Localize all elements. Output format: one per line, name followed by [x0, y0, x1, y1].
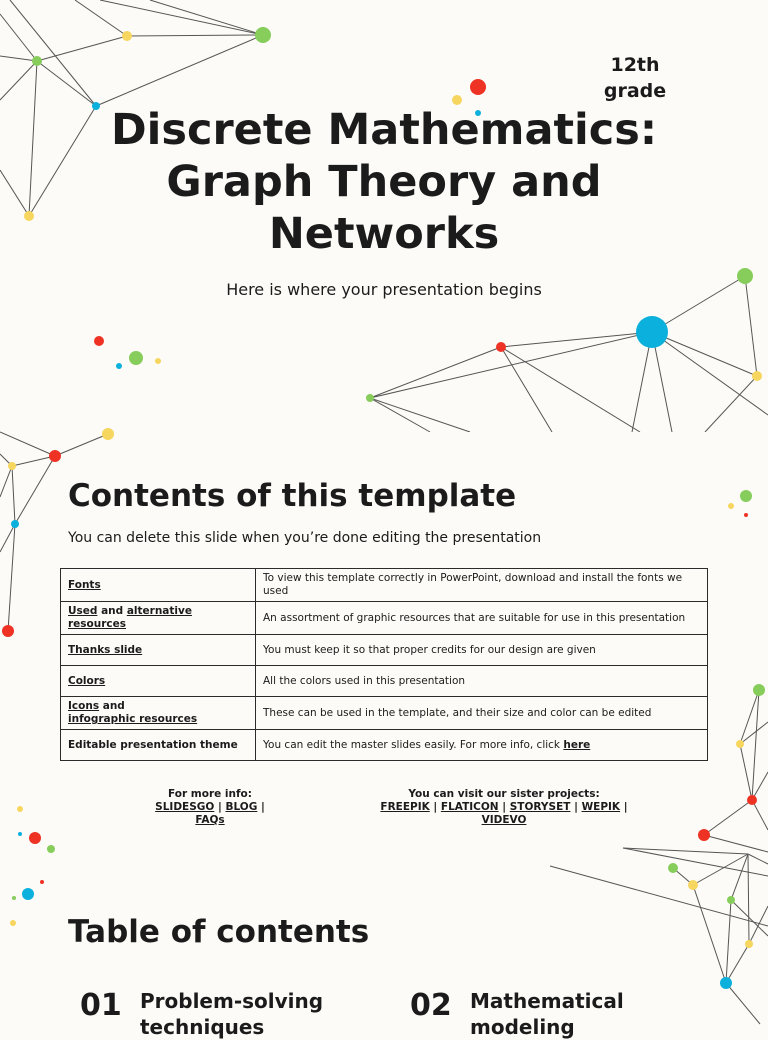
row-key-text: and: [97, 605, 127, 617]
toc-item-number: 02: [410, 988, 452, 1023]
toc-item-number: 01: [80, 988, 122, 1023]
more-info-block: [130, 788, 290, 827]
sister-projects-links: [360, 801, 648, 827]
icons-link[interactable]: Icons: [68, 700, 100, 712]
row-key: [61, 635, 256, 666]
link-separator: |: [498, 801, 510, 813]
presentation-subtitle: Here is where your presentation begins: [226, 280, 542, 299]
faqs-link[interactable]: FAQs: [195, 814, 225, 826]
link-separator: |: [570, 801, 582, 813]
slidesgo-link[interactable]: SLIDESGO: [155, 801, 215, 813]
videvo-link[interactable]: VIDEVO: [481, 814, 527, 826]
resources-table: [60, 568, 708, 761]
row-value: All the colors used in this presentation: [256, 666, 708, 697]
table-row: [61, 635, 708, 666]
row-value: These can be used in the template, and their size and color can be edited: [256, 697, 708, 730]
link-separator: |: [214, 801, 226, 813]
flaticon-link[interactable]: FLATICON: [440, 801, 499, 813]
table-row: [61, 602, 708, 635]
used-link[interactable]: Used: [68, 605, 98, 617]
here-link[interactable]: here: [563, 738, 591, 751]
thanks-slide-link[interactable]: Thanks slide: [68, 643, 143, 656]
row-key: [61, 666, 256, 697]
blog-link[interactable]: BLOG: [225, 801, 258, 813]
sister-projects-heading: You can visit our sister projects:: [408, 788, 600, 800]
storyset-link[interactable]: STORYSET: [509, 801, 571, 813]
row-value-text: You can edit the master slides easily. For more info, click: [263, 738, 564, 751]
toc-item-label: Problem-solving techniques: [140, 989, 324, 1039]
wepik-link[interactable]: WEPIK: [581, 801, 621, 813]
table-row: [61, 730, 708, 761]
table-of-contents-slide: [0, 866, 768, 1039]
link-separator: |: [257, 801, 265, 813]
row-key: [61, 602, 256, 635]
more-info-links: [130, 801, 290, 827]
more-info-heading: For more info:: [168, 788, 252, 800]
toc-title: Table of contents: [68, 914, 370, 950]
row-value: [256, 730, 708, 761]
row-value: An assortment of graphic resources that are suitable for use in this presentation: [256, 602, 708, 635]
contents-subtitle: You can delete this slide when you’re done editing the presentation: [68, 530, 542, 546]
row-value: You must keep it so that proper credits for our design are given: [256, 635, 708, 666]
colors-link[interactable]: Colors: [68, 674, 106, 687]
row-key: [61, 569, 256, 602]
contents-title: Contents of this template: [68, 478, 517, 514]
link-separator: |: [429, 801, 441, 813]
row-value: To view this template correctly in PowerPoint, download and install the fonts we used: [256, 569, 708, 602]
grade-label: 12th grade: [603, 54, 667, 102]
freepik-link[interactable]: FREEPIK: [380, 801, 430, 813]
alternative-resources-link[interactable]: alternative resources: [68, 605, 192, 630]
table-row: [61, 569, 708, 602]
title-slide: [0, 0, 768, 432]
row-key-text: and: [99, 700, 125, 712]
link-separator: |: [620, 801, 628, 813]
sister-projects-block: [360, 788, 648, 827]
table-row: [61, 666, 708, 697]
fonts-link[interactable]: Fonts: [68, 578, 101, 591]
row-key: Editable presentation theme: [61, 730, 256, 761]
toc-item-label: Mathematical modeling: [470, 989, 624, 1039]
table-row: [61, 697, 708, 730]
contents-slide: [0, 432, 768, 866]
row-key: [61, 697, 256, 730]
presentation-title: Discrete Mathematics: Graph Theory and Networks: [110, 105, 658, 259]
infographic-resources-link[interactable]: infographic resources: [68, 713, 198, 725]
